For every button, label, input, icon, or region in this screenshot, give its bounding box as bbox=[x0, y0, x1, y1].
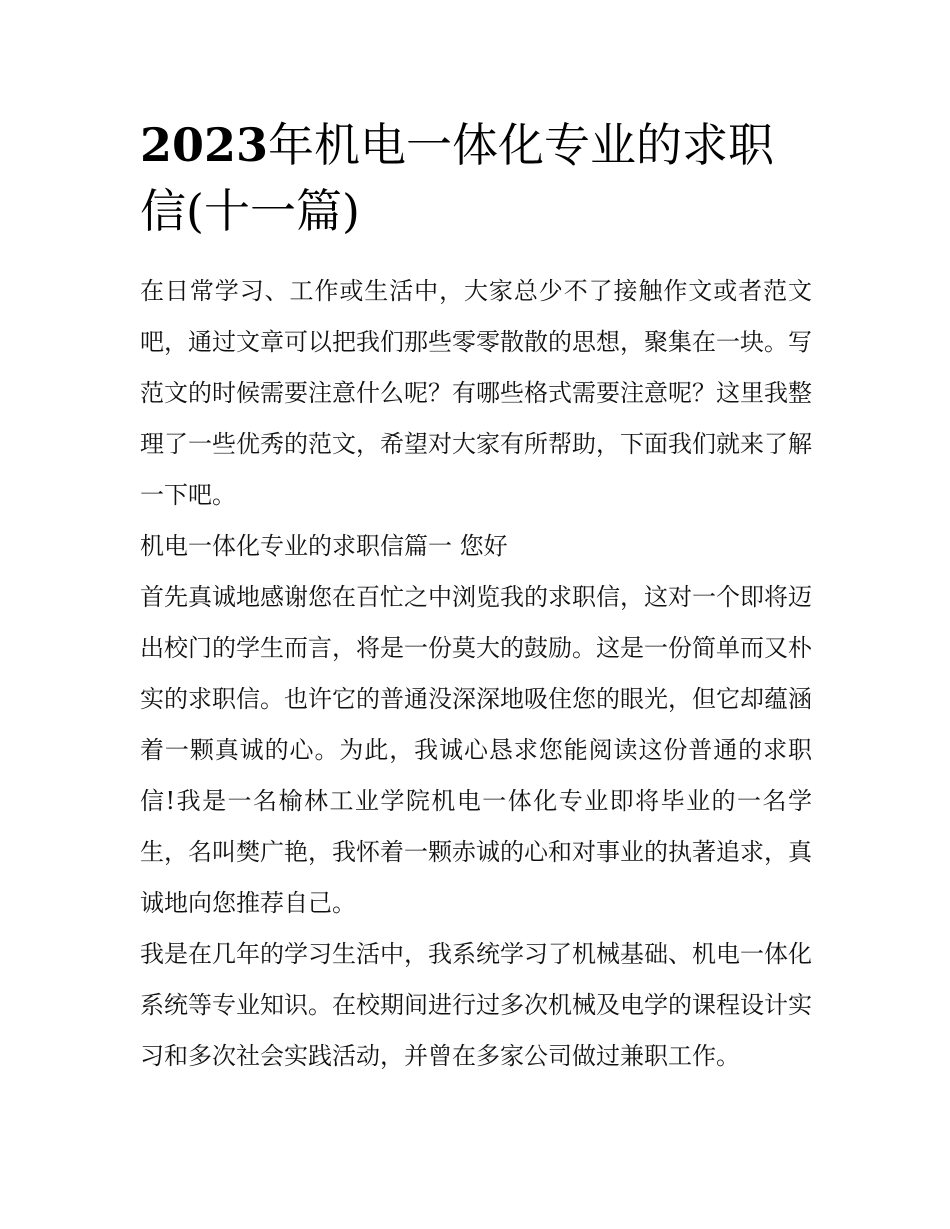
body-paragraph: 首先真诚地感谢您在百忙之中浏览我的求职信，这对一个即将迈出校门的学生而言，将是一份莫大的鼓励。这是一份简单而又朴实的求职信。也许它的普通没深深地吸住您的眼光，但它却蕴涵着一颗真诚的心。为此，我诚心恳求您能阅读这份普通的求职信!我是一名榆林工业学院机电一体化专业即将毕业的一名学生，名叫樊广艳，我怀着一颗赤诚的心和对事业的执著追求，真诚地向您推荐自己。 bbox=[140, 583, 812, 917]
section-heading: 机电一体化专业的求职信篇一 您好 bbox=[140, 532, 508, 560]
title-year: 2023 bbox=[140, 118, 269, 172]
document-title bbox=[140, 112, 812, 244]
document-body bbox=[140, 112, 812, 1082]
title-text: 年机电一体化专业的求职信(十一篇) bbox=[140, 118, 775, 238]
body-paragraph: 我是在几年的学习生活中，我系统学习了机械基础、机电一体化系统等专业知识。在校期间进行过多次机械及电学的课程设计实习和多次社会实践活动，并曾在多家公司做过兼职工作。 bbox=[140, 940, 812, 1070]
intro-paragraph: 在日常学习、工作或生活中，大家总少不了接触作文或者范文吧，通过文章可以把我们那些零零散散的思想，聚集在一块。写范文的时候需要注意什么呢？有哪些格式需要注意呢？这里我整理了一些优秀的范文，希望对大家有所帮助，下面我们就来了解一下吧。 bbox=[140, 277, 812, 509]
